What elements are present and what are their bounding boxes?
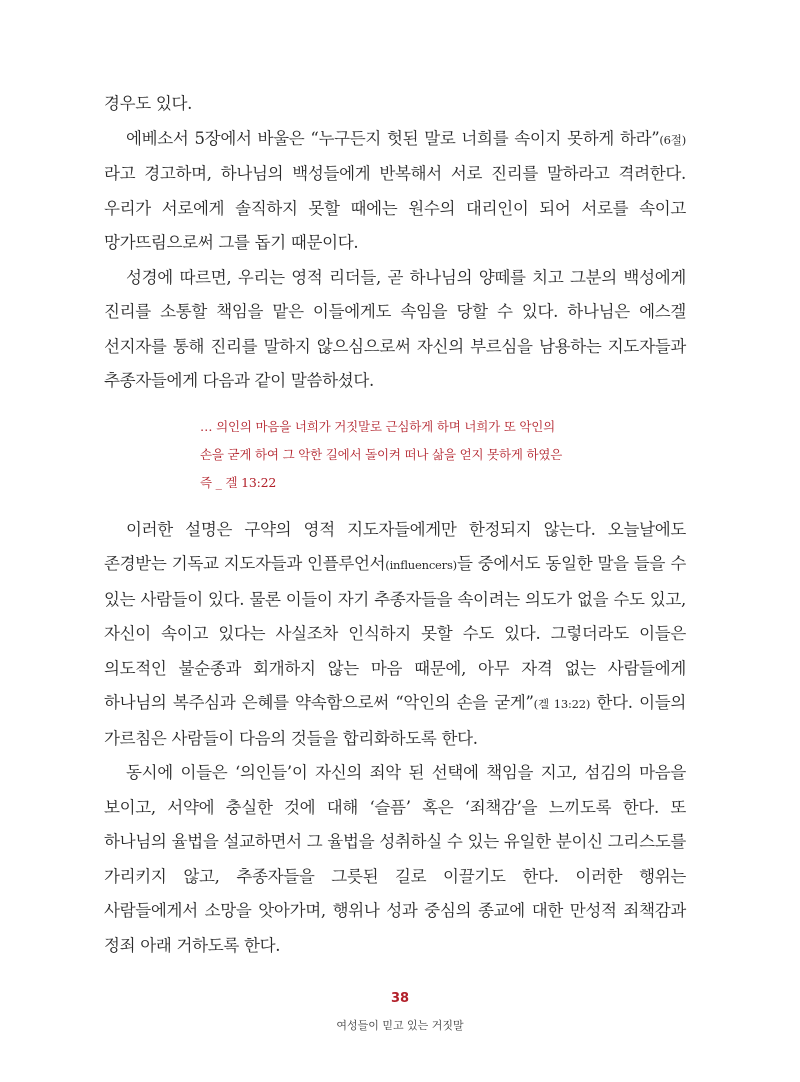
paragraph-2-text-b: 라고 경고하며, 하나님의 백성들에게 반복해서 서로 진리를 말하라고 격려한다. 우리가 서로에게 솔직하지 못할 때에는 원수의 대리인이 되어 서로를 속이고 망가뜨림으로써 그를 돕기 때문이다. bbox=[104, 164, 686, 252]
english-term-note: (influencers) bbox=[385, 558, 457, 572]
paragraph-5-text-a: 이러한 설명은 구약의 영적 지도자들에게만 한정되지 않는다. 오늘날에도 존경받는 기독교 지도자들과 인플루언서 bbox=[104, 519, 686, 573]
paragraph-5-text-b: 들 중에서도 동일한 말을 들을 수 있는 사람들이 있다. 물론 이들이 자기 추종자들을 속이려는 의도가 없을 수도 있고, 자신이 속이고 있다는 사실조차 인식하지 못할 수도 있다. 그렇더라도 이들은 의도적인 불순종과 회개하지 않는 마음 때문에, 아무 자격 없는 사람들에게 하나님의 복주심과 은혜를 약속함으로써 “악인의 손을 굳게” bbox=[104, 554, 686, 712]
verse-reference-note-2: (겔 13:22) bbox=[533, 697, 591, 711]
paragraph-5 bbox=[104, 513, 686, 757]
paragraph-3: 성경에 따르면, 우리는 영적 리더들, 곧 하나님의 양떼를 치고 그분의 백성에게 진리를 소통할 책임을 맡은 이들에게도 속임을 당할 수 있다. 하나님은 에스겔 선지자를 통해 진리를 말하지 않으심으로써 자신의 부르심을 남용하는 지도자들과 추종자들에게 다음과 같이 말씀하셨다. bbox=[104, 267, 686, 390]
verse-reference-note: (6절) bbox=[659, 132, 686, 147]
quote-line-2: 손을 굳게 하여 그 악한 길에서 돌이켜 떠나 삶을 얻지 못하게 하였은 bbox=[200, 446, 563, 462]
quote-line-1: … 의인의 마음을 너희가 거짓말로 근심하게 하며 너희가 또 악인의 bbox=[200, 418, 556, 434]
paragraph-2 bbox=[104, 122, 686, 261]
page-footer bbox=[0, 990, 800, 1034]
body-text bbox=[104, 87, 686, 963]
paragraph-5-text-c: 한다. 이들의 가르침은 사람들이 다음의 것들을 합리화하도록 한다. bbox=[104, 693, 686, 748]
paragraph-1: 경우도 있다. bbox=[104, 94, 193, 113]
scripture-quote bbox=[200, 413, 592, 497]
running-book-title: 여성들이 믿고 있는 거짓말 bbox=[336, 1019, 464, 1032]
page-number: 38 bbox=[390, 991, 410, 1006]
paragraph-2-text-a: 에베소서 5장에서 바울은 “누구든지 헛된 말로 너희를 속이지 못하게 하라” bbox=[126, 128, 660, 148]
paragraph-6: 동시에 이들은 ‘의인들’이 자신의 죄악 된 선택에 책임을 지고, 섬김의 마음을 보이고, 서약에 충실한 것에 대해 ‘슬픔’ 혹은 ‘죄책감’을 느끼도록 한다. 또 하나님의 율법을 설교하면서 그 율법을 성취하실 수 있는 유일한 분이신 그리스도를 가리키지 않고, 추종자들을 그릇된 길로 이끌기도 한다. 이러한 행위는 사람들에게서 소망을 앗아가며, 행위나 성과 중심의 종교에 대한 만성적 죄책감과 정죄 아래 거하도록 한다. bbox=[104, 763, 686, 955]
quote-line-3: 즉 _ 겔 13:22 bbox=[200, 474, 277, 490]
